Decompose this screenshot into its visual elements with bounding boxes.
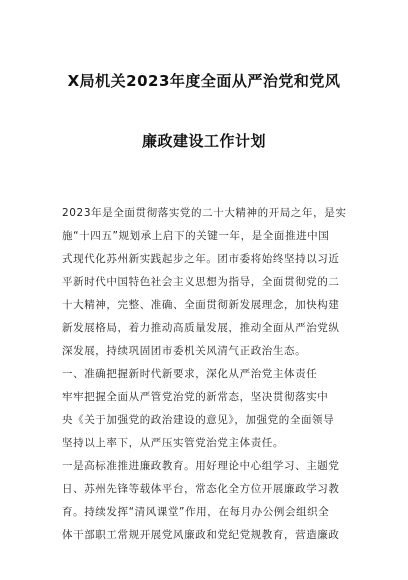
section-heading: 一、准确把握新时代新要求，深化从严治党主体责任 bbox=[62, 368, 318, 380]
body-line: 坚持以上率下，从严压实管党治党主体责任。 bbox=[62, 437, 284, 449]
body-line: 深发展，持续巩固团市委机关风清气正政治生态。 bbox=[62, 345, 307, 357]
body-line: 日、苏州先锋等载体平台，常态化全方位开展廉政学习教 bbox=[62, 483, 340, 495]
body-line: 式现代化苏州新实践起步之年。团市委将始终坚持以习近 bbox=[62, 253, 340, 265]
body-line: 一是高标准推进廉政教育。用好理论中心组学习、主题党 bbox=[62, 460, 340, 472]
body-line: 体干部职工常规开展党风廉政和党纪党规教育，营造廉政 bbox=[62, 529, 340, 541]
body-line: 2023年是全面贯彻落实党的二十大精神的开局之年，是实 bbox=[62, 207, 347, 219]
document-title-line-2: 廉政建设工作计划 bbox=[141, 132, 266, 150]
body-line: 央《关于加强党的政治建设的意见》，加强党的全面领导 bbox=[62, 414, 335, 426]
body-line: 平新时代中国特色社会主义思想为指导，全面贯彻党的二 bbox=[62, 276, 340, 288]
body-line: 十大精神，完整、准确、全面贯彻新发展理念，加快构建 bbox=[62, 299, 340, 311]
body-line: 育。持续发挥“清风课堂”作用，在每月办公例会组织全 bbox=[62, 506, 330, 518]
body-line: 牢牢把握全面从严管党治党的新常态，坚决贯彻落实中 bbox=[62, 391, 329, 403]
document-title-line-1: X局机关2023年度全面从严治党和党风 bbox=[67, 72, 341, 90]
body-line: 施“十四五”规划承上启下的关键一年，是全面推进中国 bbox=[62, 230, 330, 242]
body-line: 新发展格局，着力推动高质量发展，推动全面从严治党纵 bbox=[62, 322, 340, 334]
